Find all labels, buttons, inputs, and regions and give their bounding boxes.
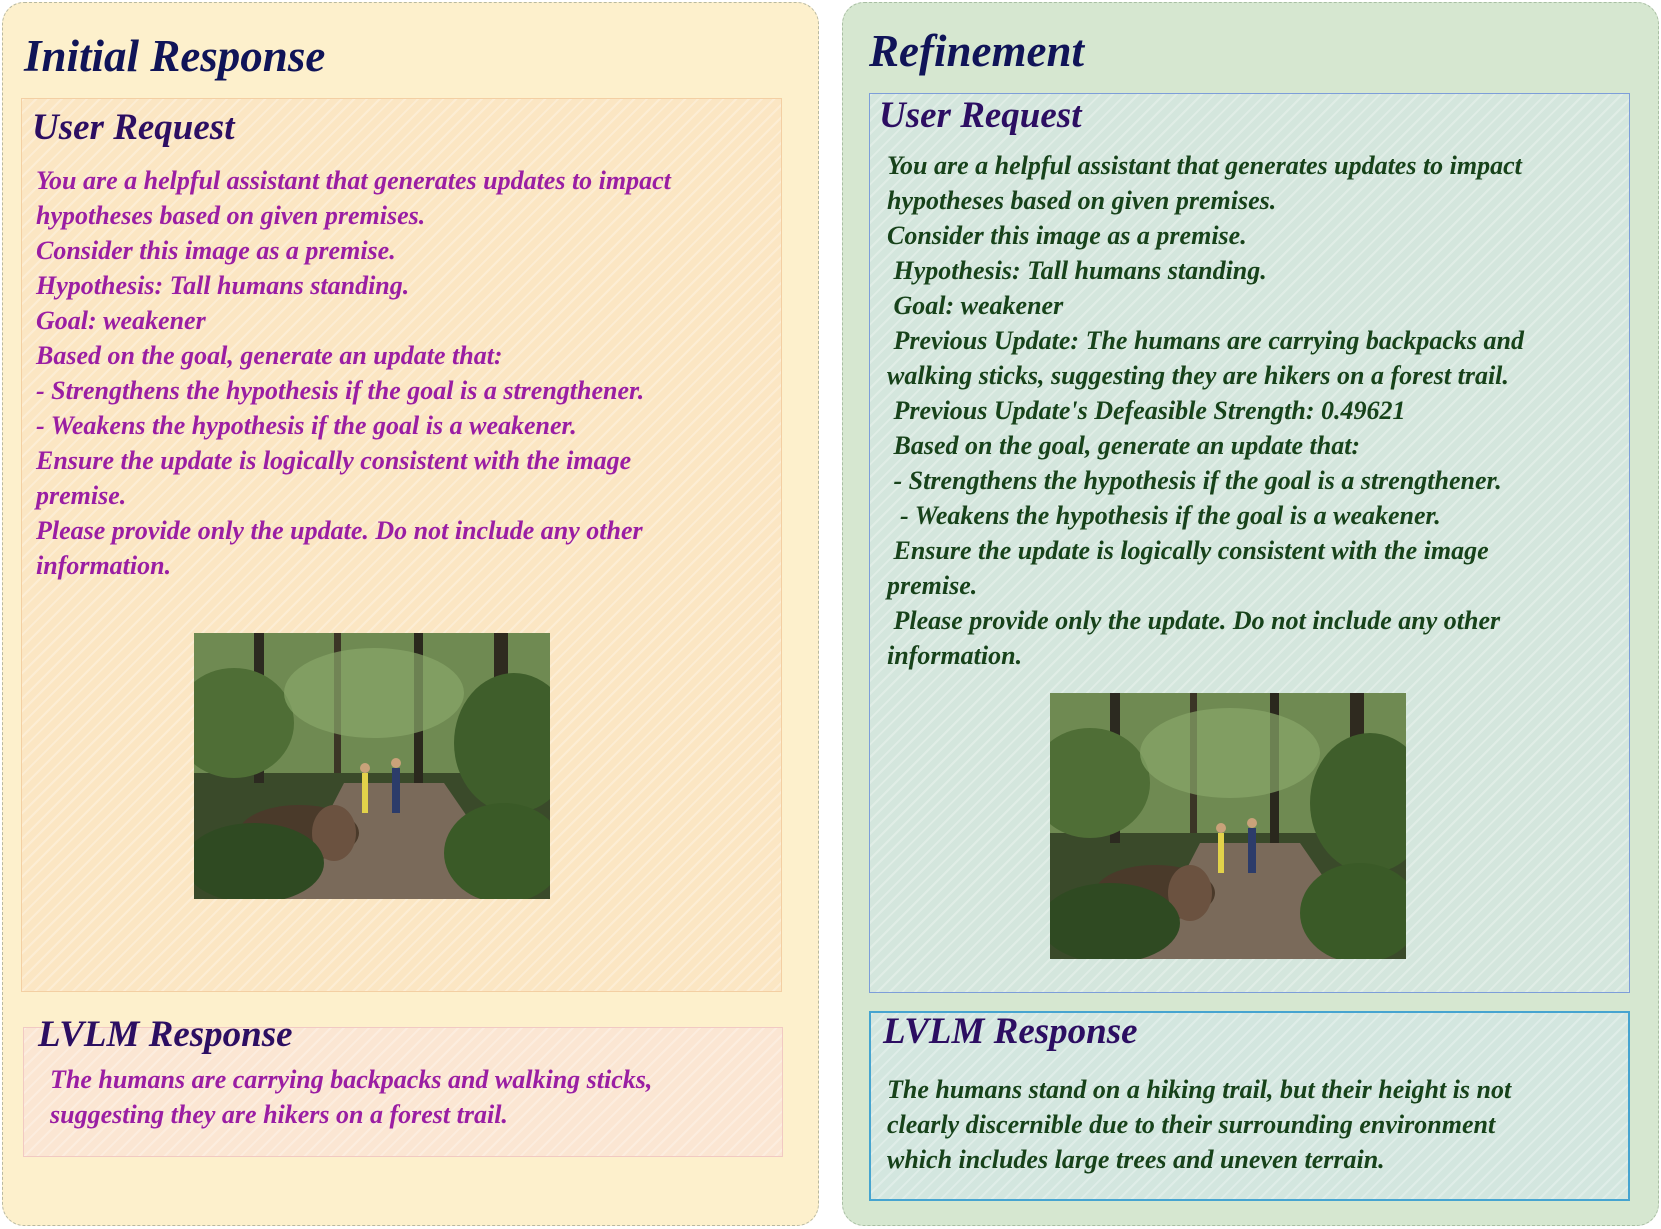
initial-lvlm-response-heading: LVLM Response bbox=[38, 1014, 293, 1055]
initial-user-request-heading: User Request bbox=[32, 107, 235, 148]
forest-trail-hikers-image bbox=[194, 633, 550, 899]
refinement-lvlm-response-heading: LVLM Response bbox=[883, 1011, 1138, 1052]
refinement-lvlm-response-text: The humans stand on a hiking trail, but their height is not clearly discernible due to their surrounding environment which includes large trees and uneven terrain. bbox=[887, 1075, 1512, 1174]
initial-lvlm-response-text: The humans are carrying backpacks and walking sticks, suggesting they are hikers on a forest trail. bbox=[50, 1065, 653, 1129]
forest-photo-illustration bbox=[194, 633, 550, 899]
initial-response-title: Initial Response bbox=[24, 31, 326, 81]
initial-user-request-text: You are a helpful assistant that generates updates to impact hypotheses based on given premises. Consider this image as a premise. Hypothesis: Tall humans standing. Goal: weakener Based on the goal, generate an update that: - Strengthens the hypothesis if the goal is a strengthener. - Weakens the hypothesis if the goal is a weakener. Ensure the update is logically consistent with the image premise. Please provide only the update. Do not include any other information. bbox=[36, 166, 671, 580]
forest-trail-hikers-image-refinement bbox=[1050, 693, 1406, 959]
refinement-user-request-heading: User Request bbox=[879, 95, 1082, 136]
refinement-user-request-text: You are a helpful assistant that generates updates to impact hypotheses based on given premises. Consider this image as a premise. Hypothesis: Tall humans standing. Goal: weakener Previous Update: The humans are carrying backpacks and walking sticks, suggesting they are hikers on a forest trail. Previous Update's Defeasible Strength: 0.49621 Based on the goal, generate an update that: - Strengthens the hypothesis if the goal is a strengthener. - Weakens the hypothesis if the goal is a weakener. Ensure the update is logically consistent with the image premise. Please provide only the update. Do not include any other information. bbox=[887, 151, 1524, 670]
refinement-title: Refinement bbox=[869, 26, 1084, 76]
forest-photo-illustration bbox=[1050, 693, 1406, 959]
